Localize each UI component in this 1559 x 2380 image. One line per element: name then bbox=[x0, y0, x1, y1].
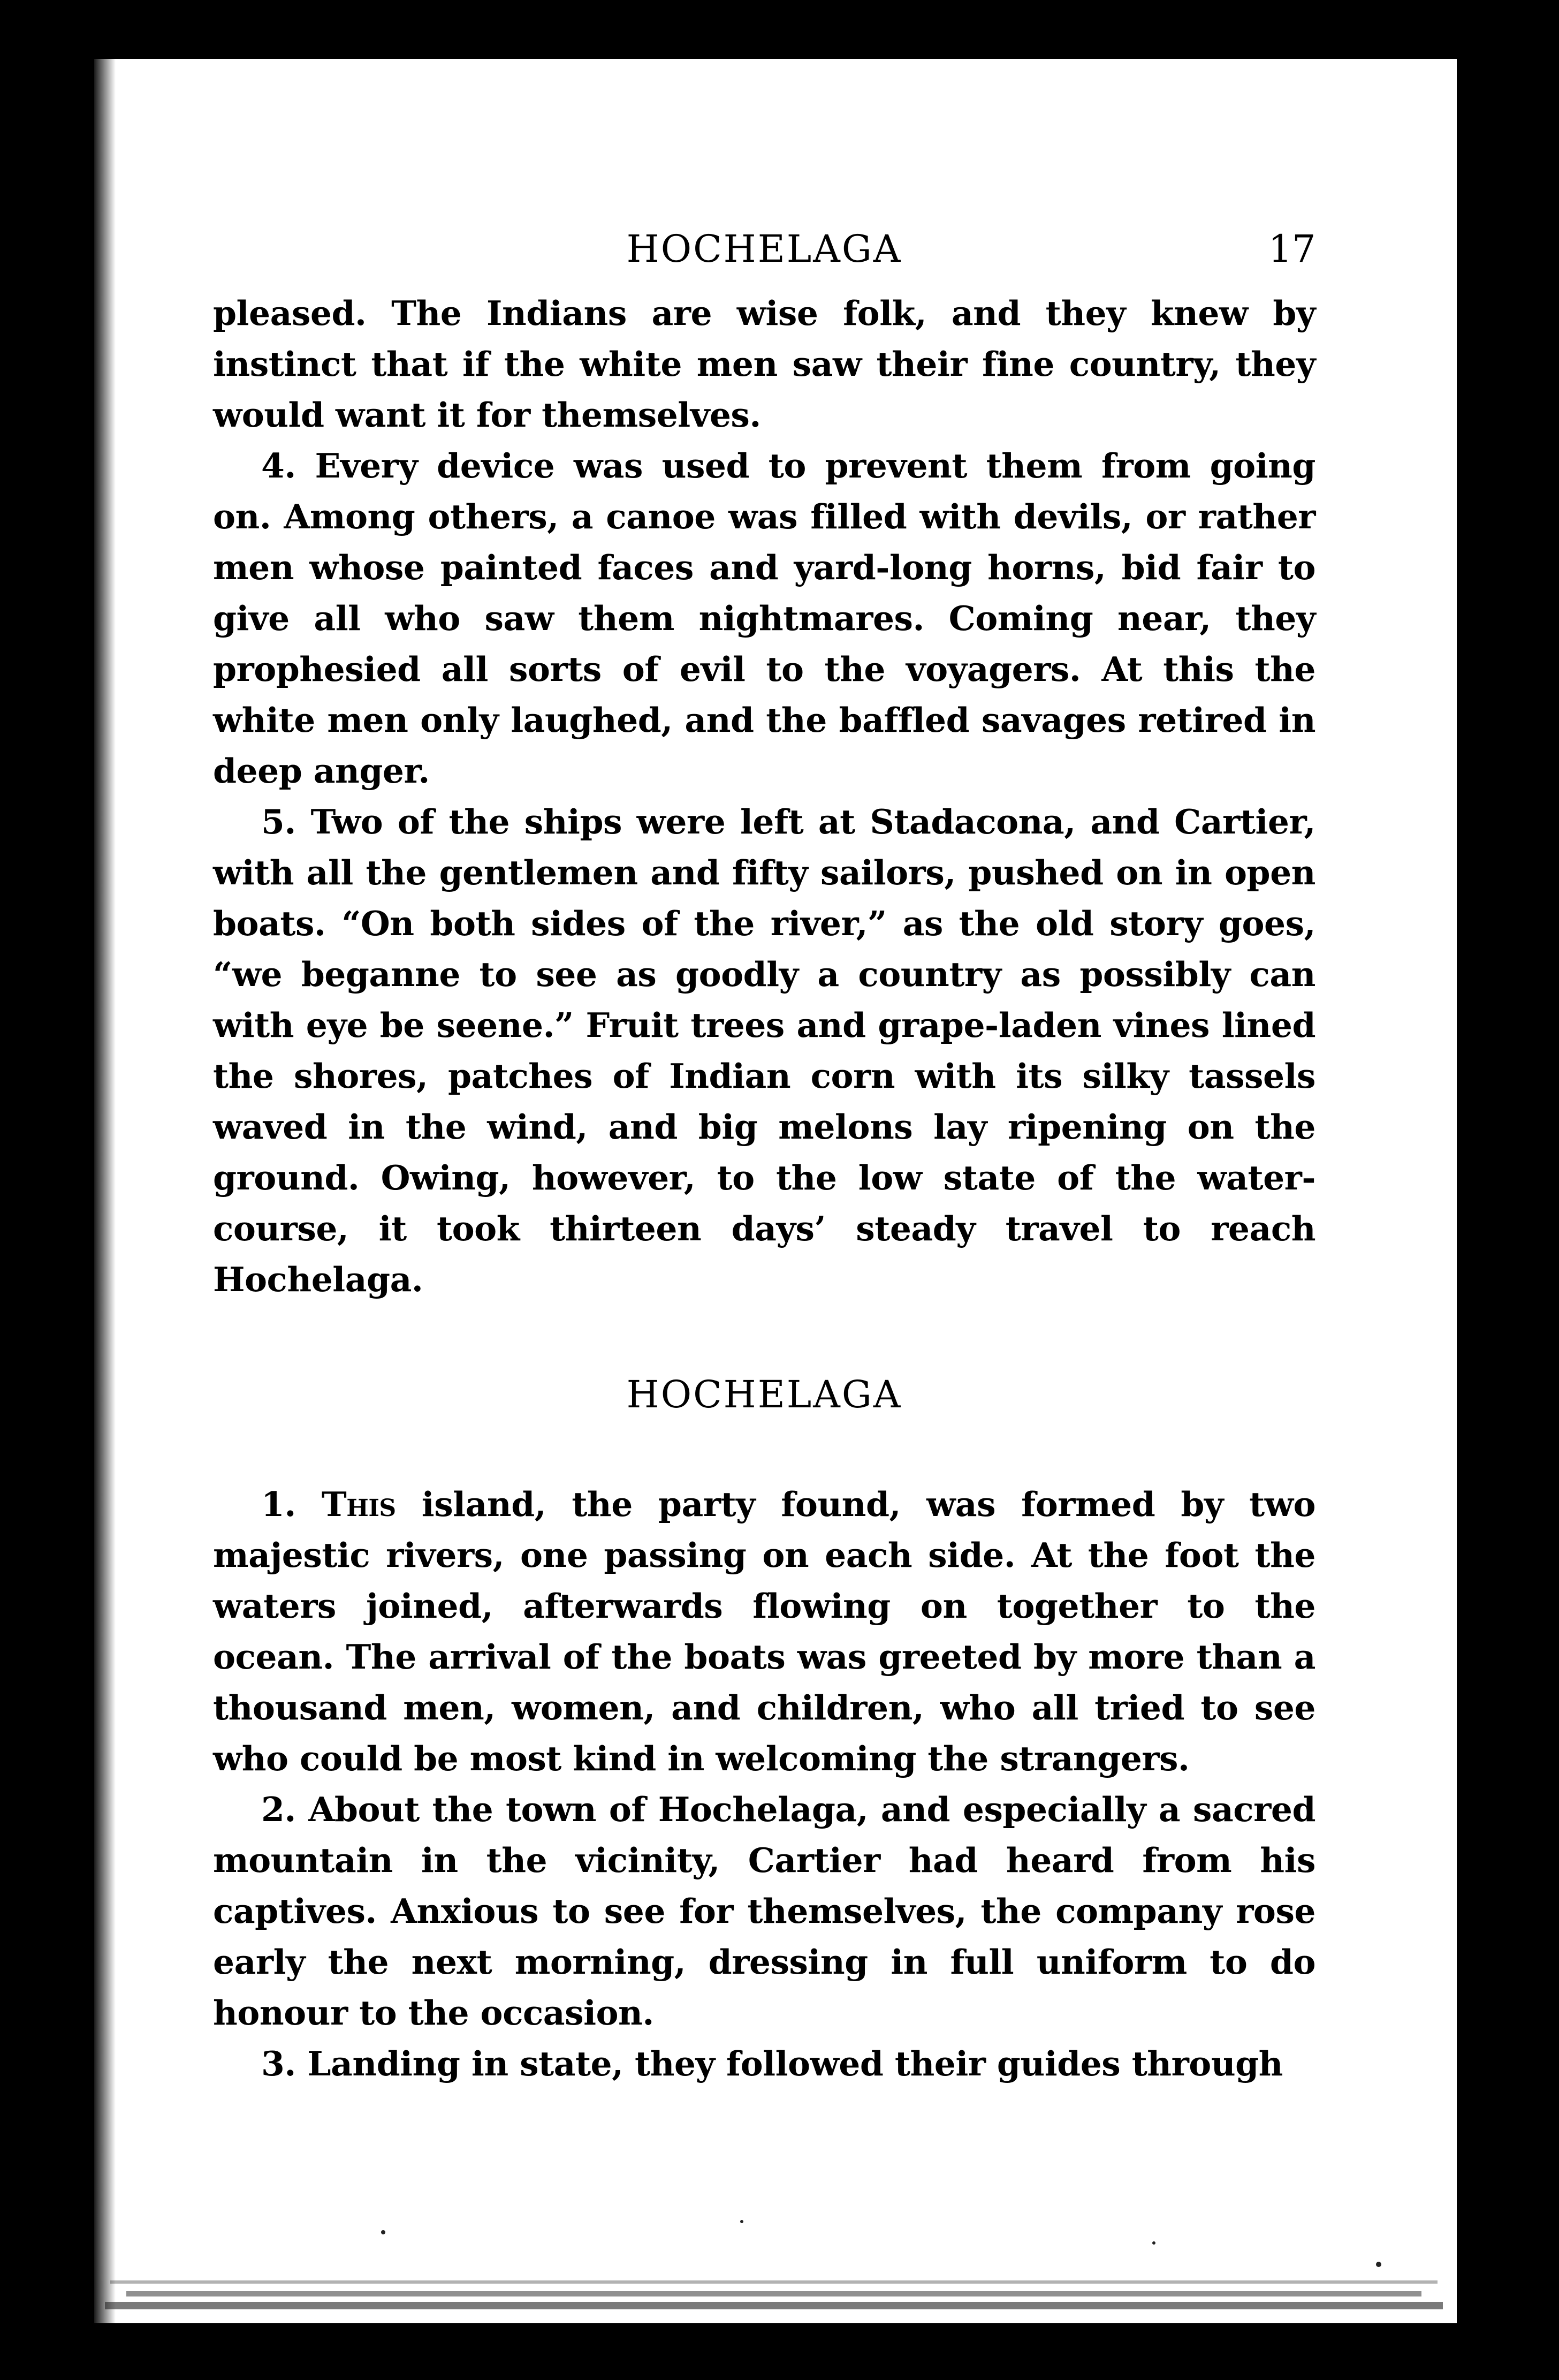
paragraph-4: 4. Every device was used to prevent them from going on. Among others, a canoe was filled with devils, or rather men whose painted faces and yard-long horns, bid fair to give all who saw them nightmares. Coming near, they prophesied all sorts of evil to the voyagers. At this the white men only laughed, and the baffled savages retired in deep anger. bbox=[213, 446, 1315, 791]
running-head: HOCHELAGA bbox=[626, 227, 902, 271]
paragraph-5: 5. Two of the ships were left at Stadacona, and Cartier, with all the gentlemen and fifty sailors, pushed on in open boats. “On both sides of the river,” as the old story goes, “we beganne to see as goodly a country as possibly can with eye be seene.” Fruit trees and grape-laden vines lined the shores, patches of Indian corn with its silky tassels waved in the wind, and big melons lay ripening on the ground. Owing, however, to the low state of the water-course, it took thirteen days’ steady travel to reach Hochelaga. bbox=[213, 802, 1315, 1299]
paragraph-continuation: pleased. The Indians are wise folk, and they knew by instinct that if the white men saw their fine country, they would want it for themselves. bbox=[213, 293, 1315, 435]
page-edge-shadow bbox=[94, 59, 116, 2323]
page-header bbox=[213, 202, 1315, 288]
scan-noise-bottom bbox=[94, 2200, 1457, 2323]
book-page bbox=[94, 59, 1457, 2323]
section-paragraph-2: 2. About the town of Hochelaga, and especially a sacred mountain in the vicinity, Cartier had heard from his captives. Anxious to see for themselves, the company rose early the next morning, dressing in full uniform to do honour to the occasion. bbox=[213, 1790, 1315, 2033]
paragraph-number: 1. bbox=[261, 1484, 296, 1524]
section-paragraph-3: 3. Landing in state, they followed their guides through bbox=[261, 2044, 1283, 2083]
page-text-block bbox=[213, 202, 1315, 2089]
section-title: HOCHELAGA bbox=[626, 1373, 902, 1416]
section-paragraph-1 bbox=[213, 1479, 1315, 1784]
page-number: 17 bbox=[1268, 227, 1315, 271]
lead-word: This bbox=[321, 1484, 396, 1524]
paragraph-body: island, the party found, was formed by two majestic rivers, one passing on each side. At the foot the waters joined, afterwards flowing on together to the ocean. The arrival of the boats was greeted by more than a thousand men, women, and children, who all tried to see who could be most kind in welcoming the strangers. bbox=[213, 1484, 1315, 1778]
